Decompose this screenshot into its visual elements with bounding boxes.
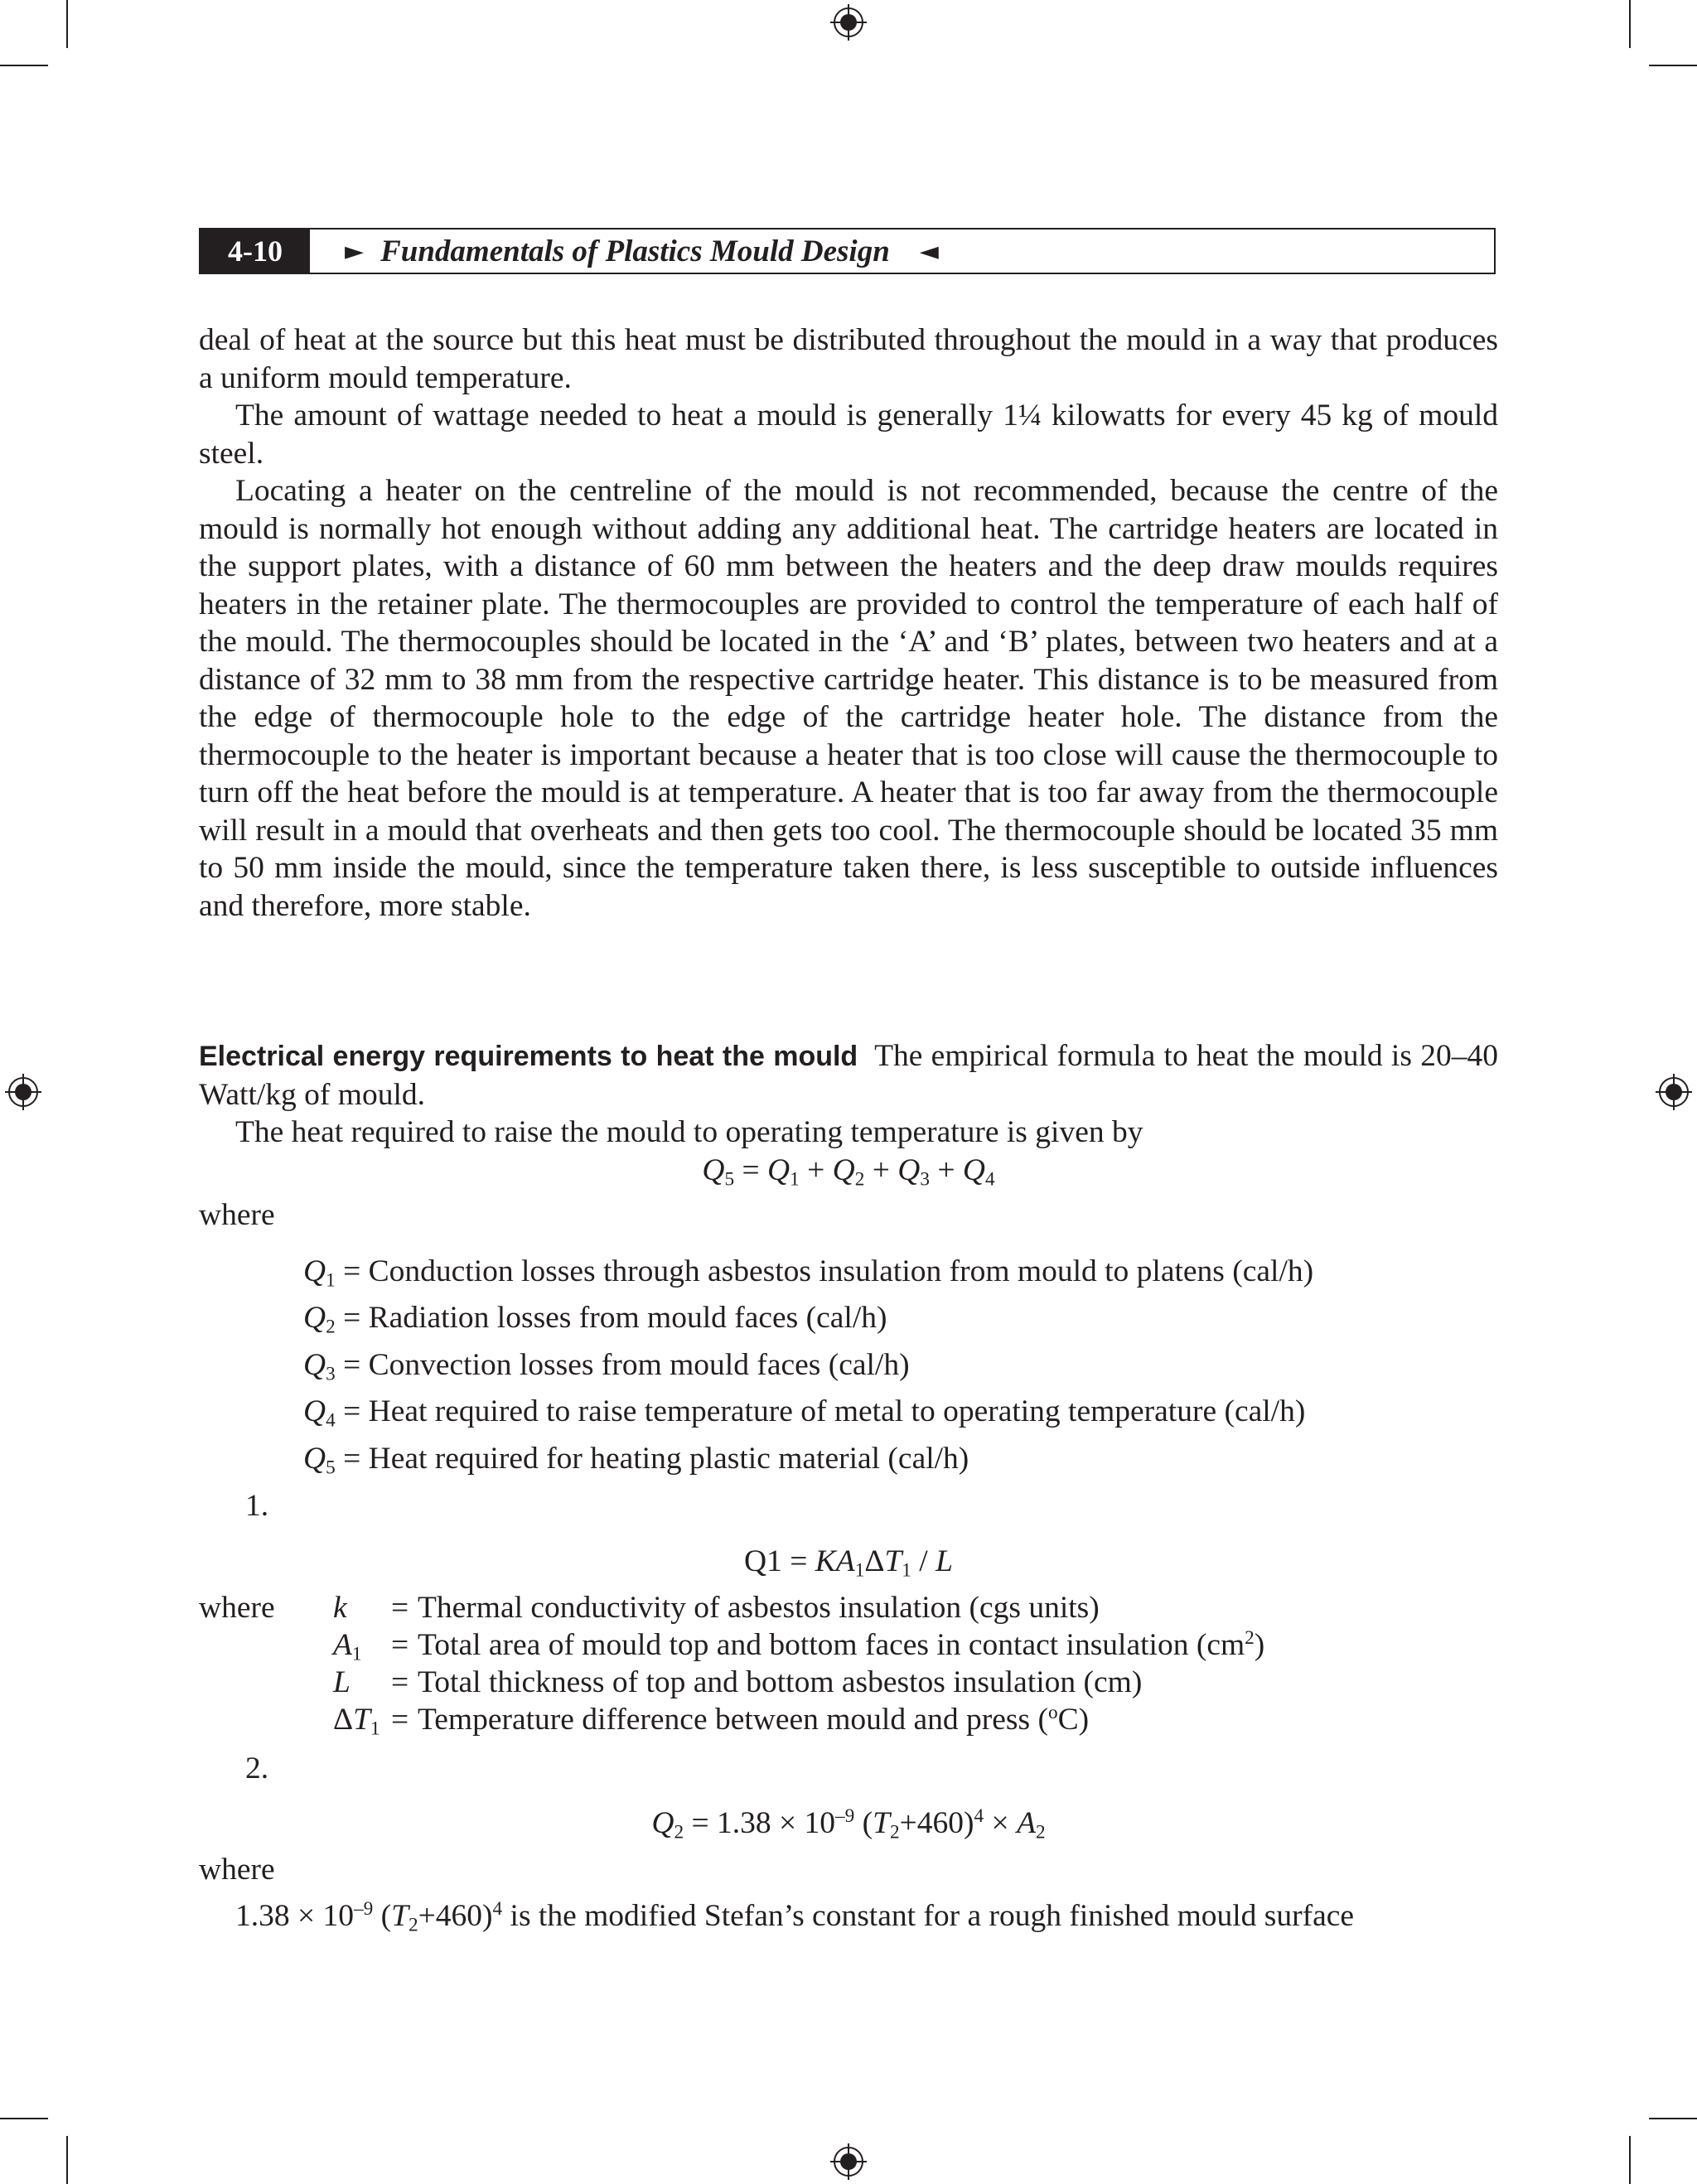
page-number: 4-10 bbox=[201, 230, 310, 273]
section-block bbox=[199, 1037, 1498, 1152]
q-definition: $Q_3$ = Convection losses from mould faces (cal/h) bbox=[303, 1348, 910, 1385]
running-header bbox=[199, 228, 1496, 274]
section-intro: The heat required to raise the mould to operating temperature is given by bbox=[235, 1115, 1143, 1149]
section-heading-text: The empirical formula to heat the mould is 20–40 Watt/kg of mould. bbox=[199, 1039, 1498, 1112]
crop-mark bbox=[66, 0, 68, 48]
crop-mark bbox=[1629, 2136, 1631, 2184]
item-number: 1. bbox=[245, 1489, 269, 1523]
q-definition: $Q_2$ = Radiation losses from mould faces (cal/h) bbox=[303, 1301, 887, 1338]
book-title: Fundamentals of Plastics Mould Design bbox=[380, 234, 890, 268]
arrow-right-icon: ► bbox=[345, 236, 365, 266]
crop-mark bbox=[1649, 65, 1697, 66]
where-label: where bbox=[199, 1853, 275, 1887]
definition-row: $\Delta T_1$ = Temperature difference between mould and press ($^o$C) bbox=[333, 1702, 1090, 1740]
definition-row: L = Total thickness of top and bottom asbestos insulation (cm) bbox=[333, 1665, 1143, 1699]
paragraph: deal of heat at the source but this heat must be distributed throughout the mould in a way that produces a uniform mould temperature. bbox=[199, 323, 1498, 395]
stefan-constant-note: $1.38 \times 10^{-9}$ $(T_2+460)^4$ is the modified Stefan’s constant for a rough finished mould surface bbox=[235, 1898, 1355, 1936]
registration-mark-icon bbox=[830, 2143, 867, 2180]
registration-mark-icon bbox=[5, 1074, 41, 1110]
equation-q1: $Q1 = KA_1\Delta T_1 / L$ bbox=[744, 1544, 953, 1582]
registration-mark-icon bbox=[1656, 1074, 1692, 1110]
crop-mark bbox=[0, 65, 48, 66]
where-label: where bbox=[199, 1198, 275, 1232]
registration-mark-icon bbox=[830, 4, 867, 41]
q-definition: $Q_1$ = Conduction losses through asbestos insulation from mould to platens (cal/h) bbox=[303, 1254, 1314, 1292]
definition-row: $A_1$ = Total area of mould top and bottom faces in contact insulation $(cm^2)$ bbox=[333, 1627, 1265, 1665]
definition-row: k = Thermal conductivity of asbestos insulation (cgs units) bbox=[333, 1591, 1100, 1625]
crop-mark bbox=[66, 2136, 68, 2184]
equation-q2: $Q_2 = 1.38 \times 10^{-9}$ $(T_2+460)^4 \times A_2$ bbox=[651, 1805, 1046, 1843]
item-number: 2. bbox=[245, 1752, 269, 1785]
q-definition: $Q_5$ = Heat required for heating plastic material (cal/h) bbox=[303, 1442, 969, 1479]
crop-mark bbox=[1629, 0, 1631, 48]
paragraph: Locating a heater on the centreline of the mould is not recommended, because the centre of the mould is normally hot enough without adding any additional heat. The cartridge heaters are located in the support plates, with a distance of 60 mm between the heaters and the deep draw moulds requires heaters in the retainer plate. The thermocouples are provided to control the temperature of each half of the mould. The thermocouples should be located in the ‘A’ and ‘B’ plates, between two heaters and at a distance of 32 mm to 38 mm from the respective cartridge heater. This distance is to be measured from the edge of thermocouple hole to the edge of the cartridge heater hole. The distance from the thermocouple to the heater is important because a heater that is too close will cause the thermocouple to turn off the heat before the mould is at temperature. A heater that is too far away from the thermocouple will result in a mould that overheats and then gets too cool. The thermocouple should be located 35 mm to 50 mm inside the mould, since the temperature taken there, is less susceptible to outside influences and therefore, more stable. bbox=[199, 474, 1498, 923]
body-text bbox=[199, 321, 1498, 925]
q-definition: $Q_4$ = Heat required to raise temperature of metal to operating temperature (cal/h) bbox=[303, 1394, 1306, 1432]
where-label: where bbox=[199, 1591, 275, 1625]
equation-q5: $Q_5 = Q_1 + Q_2 + Q_3 + Q_4$ bbox=[702, 1153, 995, 1191]
section-heading: Electrical energy requirements to heat the mould bbox=[199, 1041, 858, 1072]
arrow-left-icon: ◄ bbox=[919, 236, 939, 266]
crop-mark bbox=[0, 2118, 48, 2119]
paragraph: The amount of wattage needed to heat a mould is generally 1¼ kilowatts for every 45 kg of mould steel. bbox=[199, 399, 1498, 471]
crop-mark bbox=[1649, 2118, 1697, 2119]
section-paragraph bbox=[199, 1037, 1498, 1114]
item1-definitions bbox=[333, 1589, 1264, 1738]
